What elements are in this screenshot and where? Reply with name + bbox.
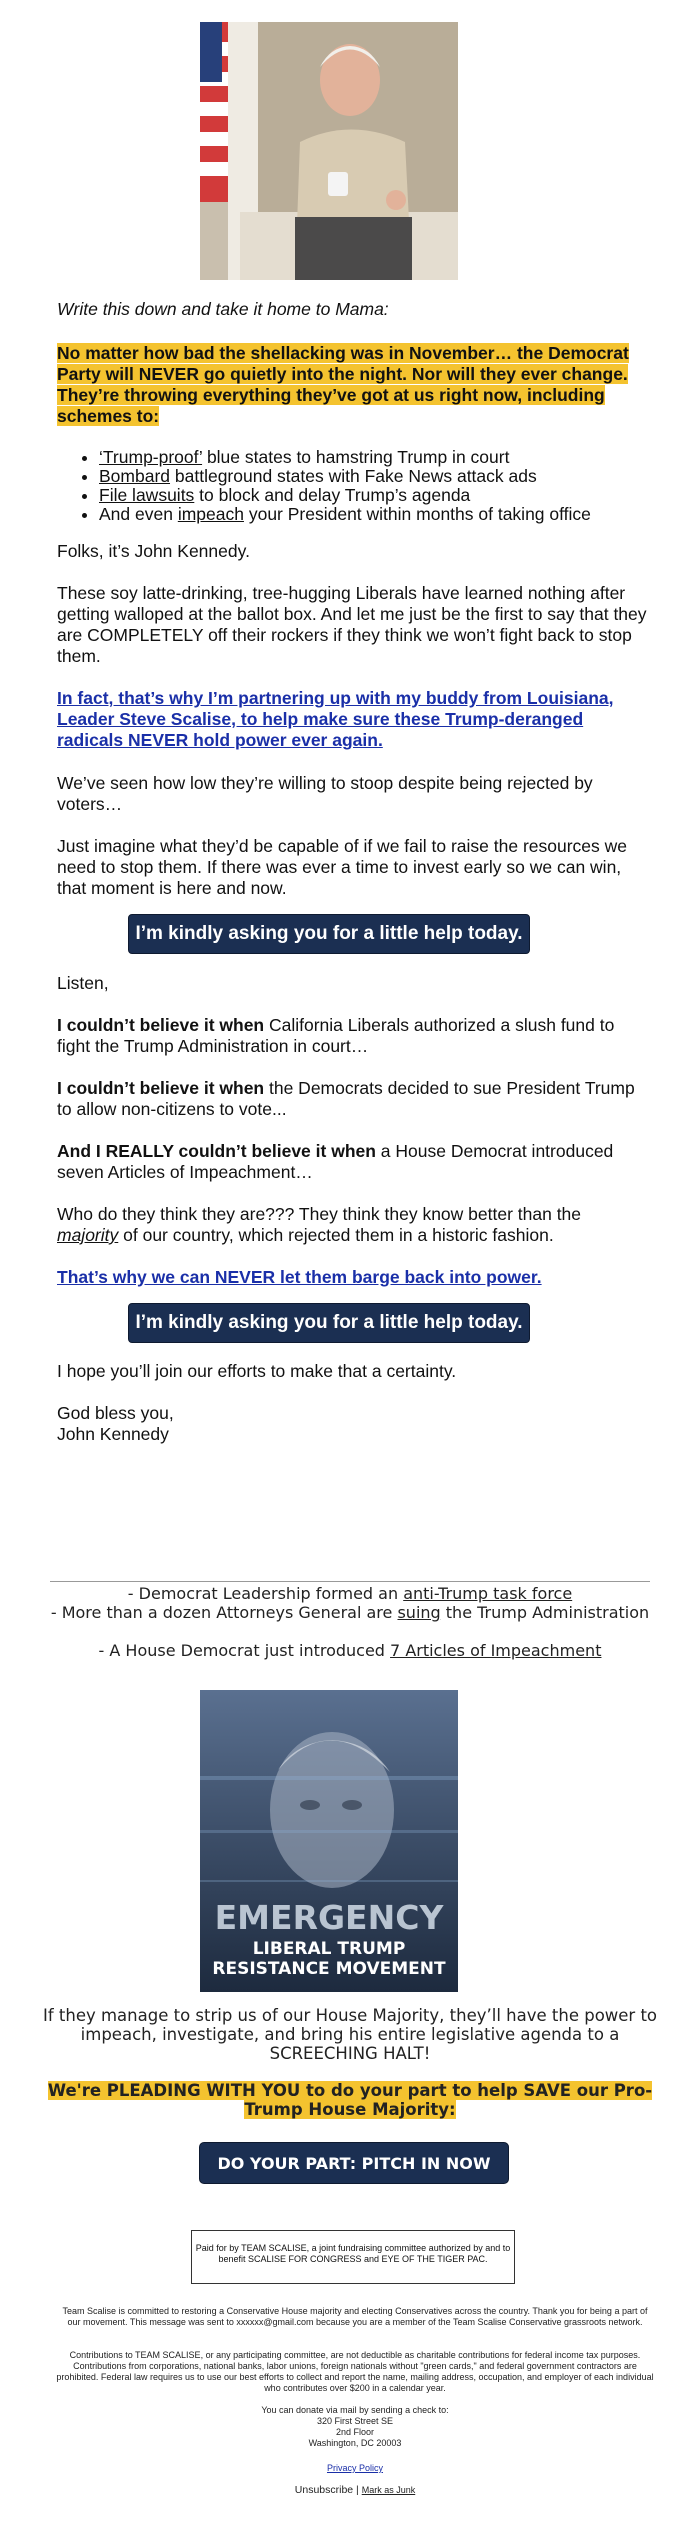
listen-line: Listen, — [57, 973, 109, 993]
news-text: the Trump Administration — [440, 1603, 650, 1622]
news-line — [40, 1603, 660, 1622]
bullet-emphasis: Bombard — [99, 466, 171, 486]
list-item — [99, 505, 647, 524]
list-item — [99, 467, 647, 486]
news-line — [40, 1641, 660, 1660]
footer-legal: Contributions to TEAM SCALISE, or any participating committee, are not deductible as charitable contributions for federal income tax purposes. Contributions from corporations, national banks, labor unions, foreign nationals without "green cards," and federal government contractors are prohibited. Federal law requires us to use our best efforts to collect and report the name, mailing address, occupation, and employer of each individual who contributes over $200 in a calendar year. — [56, 2350, 654, 2393]
bold-text: I couldn’t believe it when — [57, 1078, 265, 1098]
headline-block — [57, 343, 647, 427]
emergency-subtitle: RESISTANCE MOVEMENT — [212, 1959, 446, 1979]
paragraph: Just imagine what they’d be capable of if we fail to raise the resources we need to stop them. If there was ever a time to invest early so we can win, that moment is here and now. — [57, 836, 628, 898]
footer-address: Washington, DC 20003 — [308, 2438, 402, 2448]
bold-text: And I REALLY couldn’t believe it when — [57, 1141, 376, 1161]
headline-highlight: No matter how bad the shellacking was in November… the Democrat Party will NEVER go quietly into the night. Nor will they ever change. They’re throwing everything they’ve got at us right now, including schemes to: — [57, 343, 629, 426]
footer-address: 2nd Floor — [335, 2427, 375, 2437]
signoff: God bless you, — [57, 1403, 174, 1423]
plead-block — [40, 2081, 660, 2119]
paragraph — [57, 1141, 647, 1183]
paid-for-box: Paid for by TEAM SCALISE, a joint fundraising committee authorized by and to benefit SCALISE FOR CONGRESS and EYE OF THE TIGER PAC. — [191, 2230, 515, 2284]
unsubscribe-row — [55, 2484, 655, 2497]
footer-mission: Team Scalise is committed to restoring a Conservative House majority and electing Conservatives across the country. Thank you for being a part of our movement. This message was sent to xxxxxx@gmail.com because you are a member of the Team Scalise Conservative grassroots network. — [62, 2306, 648, 2327]
kennedy-photo — [200, 22, 458, 280]
unsubscribe-link[interactable]: Unsubscribe — [294, 2484, 354, 2496]
paragraph: These soy latte-drinking, tree-hugging Liberals have learned nothing after getting walloped at the ballot box. And let me just be the first to say that they are COMPLETELY off their rockers if they think we won’t fight back to stop them. — [57, 583, 647, 666]
news-link[interactable]: anti-Trump task force — [403, 1584, 573, 1603]
paragraph — [57, 1015, 647, 1057]
bullet-emphasis: impeach — [177, 504, 244, 524]
intro-line: Write this down and take it home to Mama: — [57, 299, 389, 319]
news-text: - A House Democrat just introduced — [98, 1641, 391, 1660]
list-item — [99, 486, 647, 505]
paragraph — [57, 1204, 647, 1246]
news-link[interactable]: suing — [397, 1603, 441, 1622]
emergency-graphic[interactable] — [200, 1690, 458, 1992]
bullet-emphasis: File lawsuits — [99, 485, 195, 505]
paragraph-text: California Liberals authorized a slush fund to fight the Trump Administration in court… — [57, 1015, 615, 1056]
emphasis-text: majority — [57, 1225, 119, 1245]
bullet-text: And even — [99, 504, 178, 524]
hope-line: I hope you’ll join our efforts to make that a certainty. — [57, 1361, 457, 1381]
emergency-subtitle: LIBERAL TRUMP — [252, 1939, 406, 1959]
partner-link[interactable]: In fact, that’s why I’m partnering up with my buddy from Louisiana, Leader Steve Scalise, to help make sure these Trump-deranged radicals NEVER hold power ever again. — [57, 688, 614, 750]
emergency-title: EMERGENCY — [214, 1898, 444, 1937]
greeting: Folks, it’s John Kennedy. — [57, 541, 250, 561]
bullet-text: your President within months of taking office — [243, 504, 591, 524]
bullet-emphasis: ‘Trump-proof’ — [99, 447, 203, 467]
paragraph-text: of our country, which rejected them in a historic fashion. — [118, 1225, 554, 1245]
warning-paragraph: If they manage to strip us of our House Majority, they’ll have the power to impeach, investigate, and bring his entire legislative agenda to a SCREECHING HALT! — [42, 2006, 658, 2063]
bullet-text: battleground states with Fake News attack ads — [170, 466, 537, 486]
paragraph-text: Who do they think they are??? They think they know better than the — [57, 1204, 582, 1224]
pitch-in-button[interactable]: DO YOUR PART: PITCH IN NOW — [199, 2142, 509, 2184]
list-item — [99, 448, 647, 467]
bullet-text: to block and delay Trump’s agenda — [194, 485, 471, 505]
paragraph: We’ve seen how low they’re willing to stoop despite being rejected by voters… — [57, 773, 593, 814]
news-link[interactable]: 7 Articles of Impeachment — [390, 1641, 602, 1660]
news-text: - More than a dozen Attorneys General are — [50, 1603, 398, 1622]
footer-address: 320 First Street SE — [316, 2416, 394, 2426]
section-divider — [50, 1581, 650, 1582]
news-text: - Democrat Leadership formed an — [127, 1584, 404, 1603]
separator: | — [353, 2484, 362, 2496]
signature-name: John Kennedy — [57, 1424, 169, 1444]
donate-button[interactable]: I’m kindly asking you for a little help today. — [128, 914, 530, 954]
privacy-link[interactable]: Privacy Policy — [326, 2463, 383, 2473]
scheme-list — [57, 448, 647, 524]
plead-highlight: We're PLEADING WITH YOU to do your part to help SAVE our Pro-Trump House Majority: — [47, 2081, 653, 2119]
mark-junk-link[interactable]: Mark as Junk — [361, 2485, 416, 2495]
footer-donate: You can donate via mail by sending a check to: — [261, 2405, 449, 2415]
power-link[interactable]: That’s why we can NEVER let them barge back into power. — [57, 1267, 542, 1287]
paragraph — [57, 1078, 647, 1120]
paragraph-text: the Democrats decided to sue President Trump to allow non-citizens to vote... — [57, 1078, 635, 1119]
news-line — [40, 1584, 660, 1603]
donate-button[interactable]: I’m kindly asking you for a little help today. — [128, 1303, 530, 1343]
bullet-text: blue states to hamstring Trump in court — [202, 447, 510, 467]
bold-text: I couldn’t believe it when — [57, 1015, 265, 1035]
paragraph-text: a House Democrat introduced seven Articles of Impeachment… — [57, 1141, 614, 1182]
